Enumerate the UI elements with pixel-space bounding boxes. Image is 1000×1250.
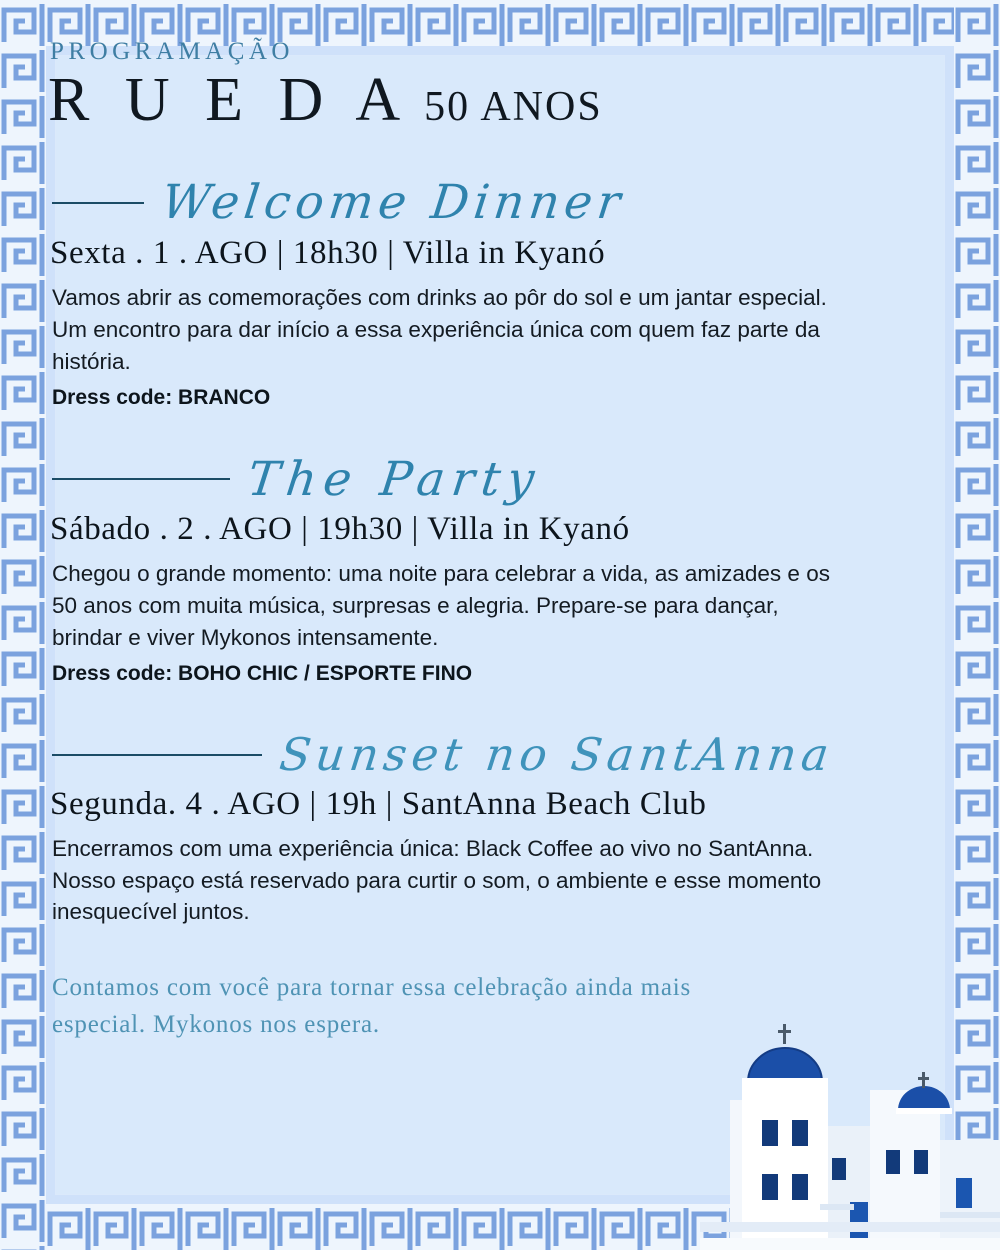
event-description: Chegou o grande momento: uma noite para celebrar a vida, as amizades e os 50 anos com muita música, surpresas e alegria. Prepare-se para dançar, brindar e viver Mykonos intensamente. <box>52 561 830 651</box>
closing-message: Contamos com você para tornar essa celebração ainda mais especial. Mykonos nos espera. <box>52 974 691 1038</box>
event-description: Vamos abrir as comemorações com drinks ao pôr do sol e um jantar especial. Um encontro para dar início a essa experiência única com quem faz parte da história. <box>52 284 827 374</box>
event-description: Encerramos com uma experiência única: Black Coffee ao vivo no SantAnna. Nosso espaço está reservado para curtir o som, o ambiente e esse momento inesquecível juntos. <box>52 835 822 925</box>
event-datetime-venue: Segunda. 4 . AGO | 19h | SantAnna Beach Club <box>50 785 707 822</box>
event-datetime-venue: Sexta . 1 . AGO | 18h30 | Villa in Kyanó <box>50 234 606 271</box>
event-dress-code: Dress code: BOHO CHIC / ESPORTE FINO <box>52 662 473 686</box>
title-main: R U E D A <box>48 66 411 134</box>
title-sub: 50 ANOS <box>424 84 603 130</box>
event-script-title: Welcome Dinner <box>158 175 629 231</box>
event-section-sunset-santanna <box>48 730 954 928</box>
event-dress-code: Dress code: BRANCO <box>52 385 271 409</box>
event-section-the-party <box>48 451 954 687</box>
divider-line <box>52 754 262 756</box>
event-datetime-venue: Sábado . 2 . AGO | 19h30 | Villa in Kyanó <box>50 511 630 548</box>
divider-line <box>52 202 144 204</box>
event-script-title: The Party <box>244 451 545 507</box>
page-title <box>48 68 954 133</box>
event-heading <box>48 730 954 780</box>
kicker-label: PROGRAMAÇÃO <box>50 38 294 65</box>
divider-line <box>52 478 230 480</box>
event-heading <box>48 177 954 229</box>
event-script-title: Sunset no SantAnna <box>276 728 837 782</box>
event-heading <box>48 451 954 507</box>
event-section-welcome-dinner <box>48 177 954 410</box>
